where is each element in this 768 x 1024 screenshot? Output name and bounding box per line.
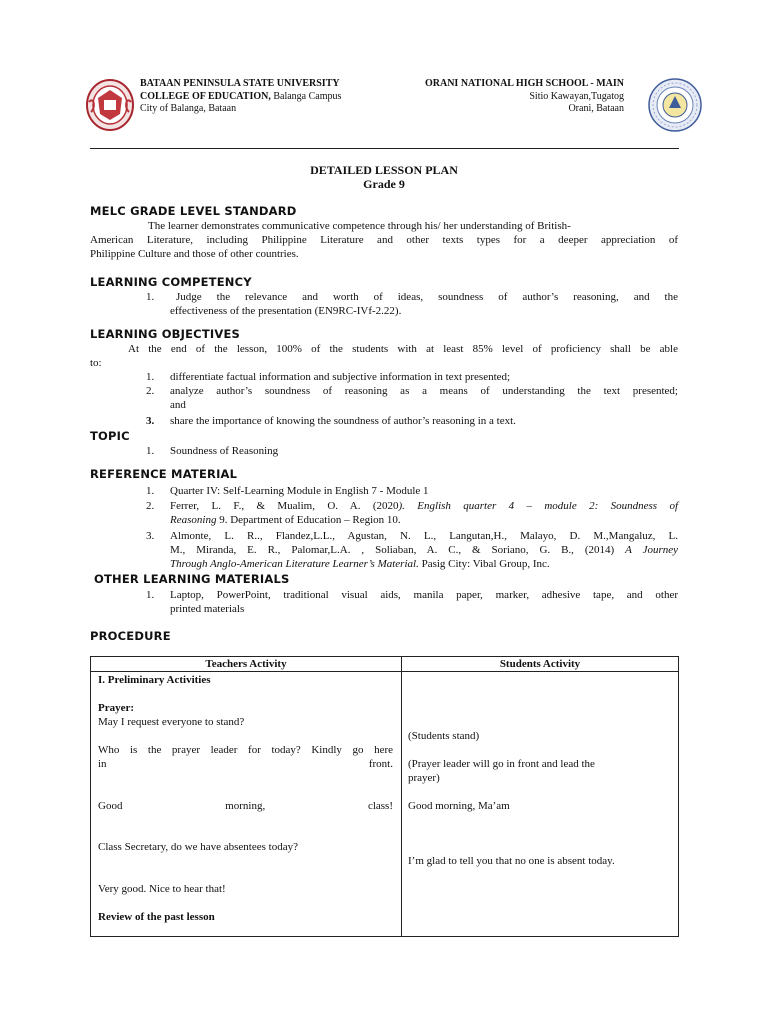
- grade-level: Grade 9: [363, 177, 405, 191]
- melc-line2: American Literature, including Philippine Literature and other texts types for a deeper appreciation of: [90, 234, 678, 246]
- teacher-line-absentees: Class Secretary, do we have absentees today?: [98, 841, 298, 853]
- document-title: DETAILED LESSON PLAN: [310, 163, 458, 177]
- competency-number: 1.: [146, 291, 155, 303]
- objective-1: differentiate factual information and subjective information in text presented;: [170, 371, 511, 383]
- reference-2-title-cont: Reasoning: [170, 514, 217, 526]
- objectives-heading: LEARNING OBJECTIVES: [90, 327, 240, 341]
- bpsu-seal-logo: [86, 78, 134, 132]
- reference-1: Quarter IV: Self-Learning Module in English 7 - Module 1: [170, 485, 429, 497]
- teacher-column-header: Teachers Activity: [91, 657, 402, 672]
- reference-2-author: Ferrer, L. F., & Mualim, O. A. (2020: [170, 500, 399, 512]
- student-line-greeting: Good morning, Ma’am: [408, 800, 510, 812]
- reference-2-line2: [170, 513, 703, 527]
- reference-2-number: 2.: [146, 500, 155, 512]
- school-address2: Orani, Bataan: [568, 103, 624, 114]
- teacher-line-prayer-leader: Who is the prayer leader for today? Kindly go here: [98, 744, 393, 756]
- melc-heading: MELC GRADE LEVEL STANDARD: [90, 204, 297, 218]
- student-activity-cell: [402, 672, 679, 937]
- reference-2-publisher: 9. Department of Education – Region 10.: [216, 514, 401, 526]
- reference-2-title: ). English quarter 4 – module 2: Soundness of: [398, 500, 678, 512]
- school-name: ORANI NATIONAL HIGH SCHOOL - MAIN: [424, 78, 624, 89]
- objective-1-number: 1.: [146, 371, 155, 383]
- header-divider: [90, 148, 679, 149]
- student-line-absent: I’m glad to tell you that no one is absent today.: [408, 855, 615, 867]
- prayer-label: Prayer:: [98, 702, 135, 714]
- objectives-intro1: At the end of the lesson, 100% of the students with at least 85% level of proficiency shall be able: [128, 343, 678, 355]
- reference-3-title: A Journey: [625, 544, 678, 556]
- objective-2-cont: and: [170, 399, 186, 411]
- melc-line1: The learner demonstrates communicative competence through his/ her understanding of British-: [148, 220, 571, 232]
- other-materials-line2: printed materials: [170, 603, 245, 615]
- topic-heading: TOPIC: [90, 429, 130, 443]
- school-address1: Sitio Kawayan,Tugatog: [529, 90, 624, 102]
- student-line-prayer: (Prayer leader will go in front and lead the: [408, 758, 595, 770]
- reference-3-number: 3.: [146, 530, 155, 542]
- procedure-table: [90, 656, 679, 937]
- other-materials-heading: OTHER LEARNING MATERIALS: [94, 572, 290, 586]
- reference-3-title-cont: Through Anglo-American Literature Learner’s Material.: [170, 558, 419, 570]
- reference-3-line2: [170, 543, 678, 557]
- melc-line3: Philippine Culture and those of other countries.: [90, 248, 299, 260]
- reference-3-publisher: Pasig City: Vibal Group, Inc.: [418, 558, 550, 570]
- competency-heading: LEARNING COMPETENCY: [90, 275, 252, 289]
- teacher-line-stand: May I request everyone to stand?: [98, 716, 245, 728]
- objective-2: analyze author’s soundness of reasoning as a means of understanding the text presented;: [170, 385, 678, 397]
- student-line-prayer-cont: prayer): [408, 772, 440, 784]
- school-header: [400, 78, 624, 116]
- preliminary-activities-heading: I. Preliminary Activities: [98, 674, 211, 686]
- university-city: City of Balanga, Bataan: [140, 103, 237, 114]
- onhs-seal-logo: [648, 78, 702, 132]
- student-column-header: Students Activity: [402, 657, 679, 672]
- teacher-activity-cell: [91, 672, 402, 937]
- student-line-stand: (Students stand): [408, 730, 480, 742]
- other-materials-line1: Laptop, PowerPoint, traditional visual aids, manila paper, marker, adhesive tape, and other: [170, 589, 678, 601]
- campus-name: Balanga Campus: [270, 90, 342, 102]
- objective-2-number: 2.: [146, 385, 155, 397]
- reference-heading: REFERENCE MATERIAL: [90, 467, 238, 481]
- objective-3-number: 3.: [146, 415, 155, 427]
- reference-3-authors: M., Miranda, E. R., Palomar,L.A. , Soliaban, A. C., & Soriano, G. B., (2014): [170, 544, 626, 556]
- reference-3-line1: Almonte, L. R.., Flandez,L.L., Agustan, N. L., Langutan,H., Malayo, D. M.,Mangaluz, L.: [170, 530, 678, 542]
- other-materials-number: 1.: [146, 589, 155, 601]
- reference-2-line1: [170, 499, 678, 513]
- objectives-intro2: to:: [90, 357, 102, 369]
- reference-1-number: 1.: [146, 485, 155, 497]
- competency-line1: Judge the relevance and worth of ideas, soundness of author’s reasoning, and the: [176, 291, 678, 303]
- competency-line2: effectiveness of the presentation (EN9RC-IVf-2.22).: [170, 305, 402, 317]
- review-heading: Review of the past lesson: [98, 911, 215, 923]
- topic-text: Soundness of Reasoning: [170, 445, 279, 457]
- reference-3-line3: [170, 557, 703, 571]
- procedure-heading: PROCEDURE: [90, 629, 171, 643]
- objective-3: share the importance of knowing the soundness of author’s reasoning in a text.: [170, 415, 516, 427]
- teacher-line-very-good: Very good. Nice to hear that!: [98, 883, 226, 895]
- college-name: COLLEGE OF EDUCATION,: [140, 90, 271, 102]
- university-header: [140, 78, 341, 116]
- university-name: BATAAN PENINSULA STATE UNIVERSITY: [140, 78, 340, 89]
- teacher-line-prayer-leader-cont: in front.: [98, 758, 393, 770]
- teacher-line-greeting: Good morning, class!: [98, 800, 393, 812]
- topic-number: 1.: [146, 445, 155, 457]
